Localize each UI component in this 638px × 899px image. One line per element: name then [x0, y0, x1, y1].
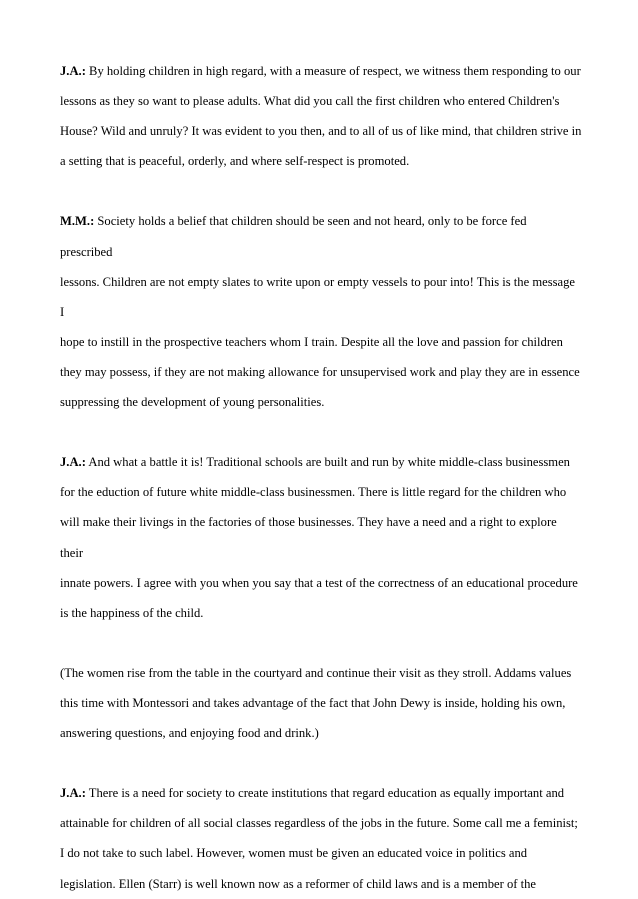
text-line: By holding children in high regard, with a measure of respect, we witness them responding to our — [85, 64, 581, 78]
text-line: hope to instill in the prospective teachers whom I train. Despite all the love and passion for children — [60, 334, 563, 349]
text-line: lessons as they so want to please adults. What did you call the first children who entered Children's — [60, 94, 560, 109]
text-line: innate powers. I agree with you when you say that a test of the correctness of an educational procedure — [60, 575, 578, 590]
text-line: a setting that is peaceful, orderly, and where self-respect is promoted. — [60, 154, 410, 169]
paragraph-ja-3 — [60, 778, 582, 898]
speaker-label: M.M.: — [60, 214, 95, 229]
text-line: House? Wild and unruly? It was evident to you then, and to all of us of like mind, that children strive in — [60, 124, 582, 139]
text-line: I do not take to such label. However, women must be given an educated voice in politics and — [60, 846, 528, 861]
text-line: attainable for children of all social classes regardless of the jobs in the future. Some call me a feminist; — [60, 816, 578, 831]
stage-direction — [60, 658, 582, 748]
text-line: (The women rise from the table in the courtyard and continue their visit as they stroll. Addams values — [60, 665, 572, 680]
text-line: they may possess, if they are not making allowance for unsupervised work and play they are in essence — [60, 364, 580, 379]
text-line: for the eduction of future white middle-class businessmen. There is little regard for the children who — [60, 485, 567, 500]
speaker-label: J.A.: — [60, 455, 86, 470]
text-line: answering questions, and enjoying food and drink.) — [60, 726, 319, 741]
paragraph-ja-2 — [60, 447, 582, 628]
text-line: suppressing the development of young personalities. — [60, 395, 325, 410]
paragraph-ja-1 — [60, 56, 582, 176]
speaker-label: J.A.: — [60, 64, 86, 78]
text-line: is the happiness of the child. — [60, 605, 204, 620]
text-line: And what a battle it is! Traditional schools are built and run by white middle-class businessmen — [85, 455, 570, 470]
text-line: lessons. Children are not empty slates to write upon or empty vessels to pour into! This is the message I — [60, 274, 575, 319]
speaker-label: J.A.: — [60, 786, 86, 801]
paragraph-mm-1 — [60, 206, 582, 417]
text-line: Society holds a belief that children should be seen and not heard, only to be force fed prescribed — [60, 214, 527, 259]
text-line: will make their livings in the factories of those businesses. They have a need and a right to explore their — [60, 515, 557, 560]
text-line: this time with Montessori and takes advantage of the fact that John Dewy is inside, holding his own, — [60, 695, 566, 710]
text-line: There is a need for society to create institutions that regard education as equally important and — [85, 786, 565, 801]
text-line: legislation. Ellen (Starr) is well known now as a reformer of child laws and is a member of the — [60, 876, 536, 891]
